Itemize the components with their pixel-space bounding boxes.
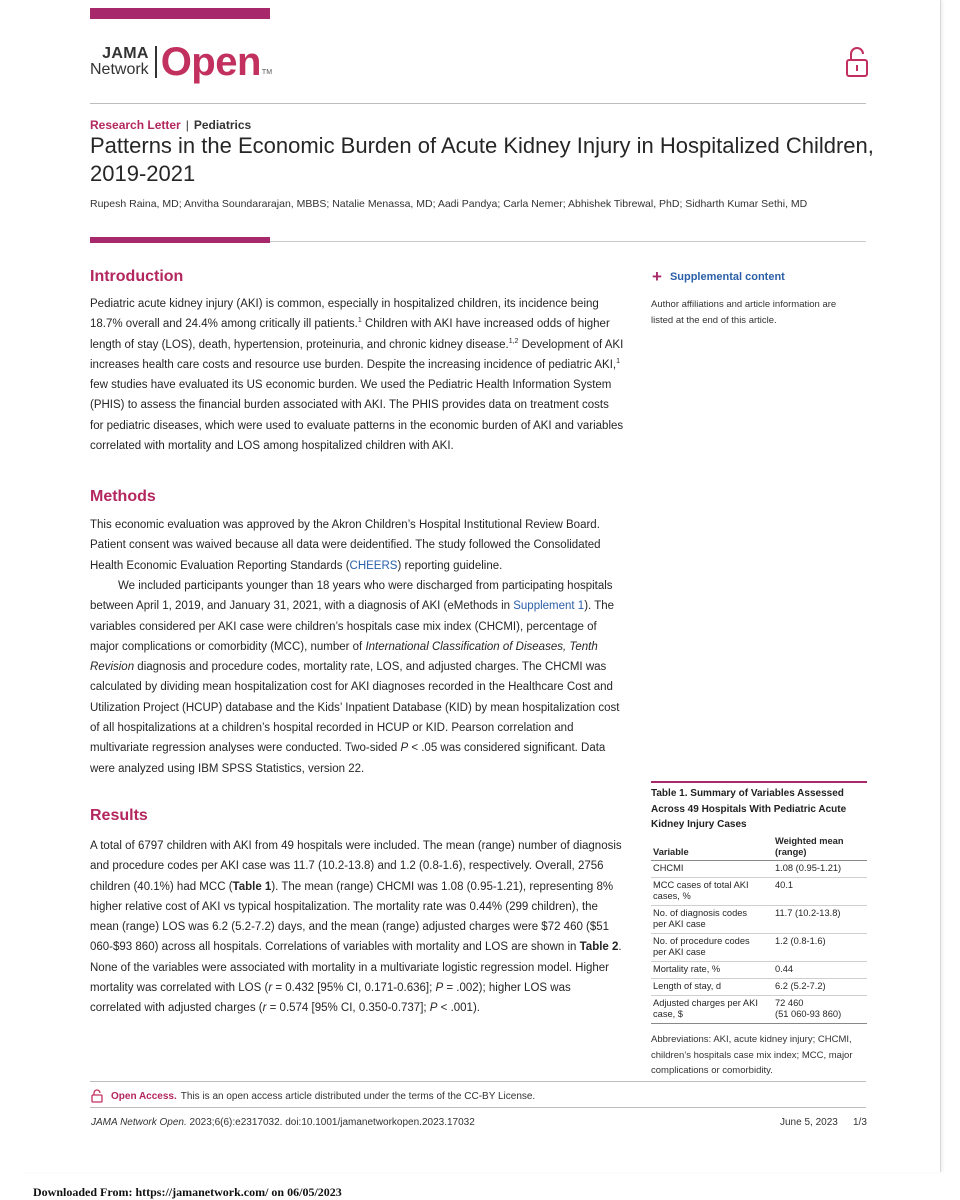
- results-paragraph: A total of 6797 children with AKI from 49 hospitals were included. The mean (range) number of diagnosis and procedure codes per AKI case was 11.7 (10.2-13.8) and 1.2 (0.8-1.6), respectively. Overall, 2756 children (40.1%) had MCC (Table 1). The mean (range) CHCMI was 1.08 (0.95-1.21), representing 8% higher relative cost of AKI vs typical hospitalization. The mortality rate was 0.44% (299 children), the mean (range) LOS was 6.2 (5.2-7.2) days, and the mean (range) adjusted charges were $72 460 ($51 060-$93 860) across all hospitals. Correlations of variables with mortality and LOS are shown in Table 2. None of the variables were associated with mortality in a multivariate logistic regression model. Higher mortality was correlated with LOS (r = 0.432 [95% CI, 0.171-0.636]; P = .002); higher LOS was correlated with adjusted charges (r = 0.574 [95% CI, 0.350-0.737]; P < .001).: [90, 840, 622, 1015]
- methods-paragraph-1: This economic evaluation was approved by the Akron Children’s Hospital Institutional Review Board. Patient consent was waived because all data were deidentified. The study followed the Consolidated Health Economic Evaluation Reporting Standards (CHEERS) reporting guideline.: [90, 519, 601, 572]
- download-note: Downloaded From: https://jamanetwork.com/ on 06/05/2023: [33, 1185, 342, 1199]
- logo-open: Open: [160, 40, 261, 84]
- col-weighted-mean: Weighted mean (range): [763, 834, 867, 861]
- col-variable: Variable: [651, 834, 763, 861]
- logo-jama: JAMA: [102, 45, 149, 62]
- table-top-rule: [651, 781, 867, 783]
- open-access-lock-icon: [845, 46, 869, 78]
- introduction-heading: Introduction: [90, 268, 184, 285]
- article-type: [90, 118, 251, 132]
- open-access-icon: [91, 1089, 103, 1103]
- table-2-ref[interactable]: Table 2: [579, 941, 619, 954]
- results-heading: Results: [90, 807, 148, 824]
- introduction-paragraph: Pediatric acute kidney injury (AKI) is common, especially in hospitalized children, its incidence being 18.7% overall and 24.4% among critically ill patients.$^1$ Children with AKI have increased odds of higher length of stay (LOS), death, hypertension, proteinuria, and chronic kidney disease.$^{1,2}$ Development of AKI increases health care costs and resource use burden. Despite the increasing incidence of pediatric AKI,$^1$ few studies have evaluated its US economic burden. We used the Pediatric Health Information System (PHIS) to assess the financial burden associated with AKI. The PHIS provides data on treatment costs for pediatric diseases, which were used to evaluate patterns in the economic burden of AKI and variables correlated with mortality and LOS among hospitalized children with AKI.: [90, 298, 624, 453]
- logo-wordmark-left: [90, 46, 157, 78]
- article-subcategory[interactable]: Pediatrics: [193, 118, 252, 132]
- supplemental-label: Supplemental content: [669, 271, 785, 283]
- open-access-text: This is an open access article distributed under the terms of the CC-BY License.: [180, 1090, 536, 1102]
- article-title: Patterns in the Economic Burden of Acute Kidney Injury in Hospitalized Children, 2019-2021: [90, 133, 874, 186]
- table-1-title: Table 1. Summary of Variables Assessed Across 49 Hospitals With Pediatric Acute Kidney Injury Cases: [651, 788, 847, 830]
- plus-icon: +: [652, 267, 662, 286]
- author-list: Rupesh Raina, MD; Anvitha Soundararajan, MBBS; Natalie Menassa, MD; Aadi Pandya; Carla Nemer; Abhishek Tibrewal, PhD; Sidharth Kumar Sethi, MD: [90, 198, 808, 210]
- logo-network: Network: [90, 61, 149, 78]
- table-row: Length of stay, d 6.2 (5.2-7.2): [651, 979, 867, 996]
- methods-heading: Methods: [90, 488, 156, 505]
- journal-logo: [90, 40, 272, 84]
- section-divider: [270, 241, 866, 242]
- article-category[interactable]: Research Letter: [90, 118, 181, 132]
- top-accent-bar: [90, 8, 270, 19]
- cheers-link[interactable]: CHEERS: [349, 559, 398, 572]
- footer-divider-top: [90, 1081, 866, 1082]
- header-divider: [90, 103, 866, 104]
- table-row: Adjusted charges per AKI case, $ 72 460 (51 060-93 860): [651, 996, 867, 1024]
- table-row: CHCMI 1.08 (0.95-1.21): [651, 861, 867, 878]
- methods-paragraph-2: We included participants younger than 18 years who were discharged from participating hospitals between April 1, 2019, and January 31, 2021, with a diagnosis of AKI (eMethods in Supplement 1). The variables considered per AKI case were children’s hospitals case mix index (CHCMI), percentage of major complications or comorbidity (MCC), number of International Classification of Diseases, Tenth Revision diagnosis and procedure codes, mortality rate, LOS, and adjusted charges. The CHCMI was calculated by dividing mean hospitalization cost for AKI diagnoses recorded in the Healthcare Cost and Utilization Project (HCUP) database and the Kids’ Inpatient Database (KID) by mean hospitalization cost of all hospitalizations at a children’s hospital recorded in HCUP or KID. Pearson correlation and multivariate regression analyses were conducted. Two-sided P < .05 was considered significant. Data were analyzed using IBM SPSS Statistics, version 22.: [90, 580, 620, 775]
- table-row: No. of diagnosis codes per AKI case 11.7 (10.2-13.8): [651, 906, 867, 934]
- table-row: Mortality rate, % 0.44: [651, 962, 867, 979]
- table-header-row: [651, 834, 867, 861]
- page-number: 1/3: [853, 1117, 867, 1128]
- publication-date: June 5, 2023: [780, 1117, 838, 1128]
- table-row: MCC cases of total AKI cases, % 40.1: [651, 878, 867, 906]
- citation-footer: JAMA Network Open. 2023;6(6):e2317032. doi:10.1001/jamanetworkopen.2023.17032: [91, 1117, 475, 1128]
- table-1-abbreviations: Abbreviations: AKI, acute kidney injury; CHCMI, children’s hospitals case mix index; MCC, major complications or comorbidity.: [651, 1034, 853, 1076]
- supplement-1-link[interactable]: Supplement 1: [513, 600, 585, 613]
- affiliations-note: Author affiliations and article information are listed at the end of this article.: [651, 299, 837, 326]
- table-row: No. of procedure codes per AKI case 1.2 (0.8-1.6): [651, 934, 867, 962]
- table-1: [651, 834, 867, 1024]
- open-access-notice: [91, 1089, 535, 1103]
- section-accent-bar: [90, 237, 270, 243]
- open-access-label[interactable]: Open Access.: [111, 1090, 177, 1102]
- category-separator: |: [185, 118, 189, 132]
- supplemental-content-link[interactable]: [652, 267, 785, 286]
- footer-divider-bottom: [90, 1107, 866, 1108]
- logo-tm: TM: [261, 69, 273, 76]
- table-1-ref[interactable]: Table 1: [232, 880, 272, 893]
